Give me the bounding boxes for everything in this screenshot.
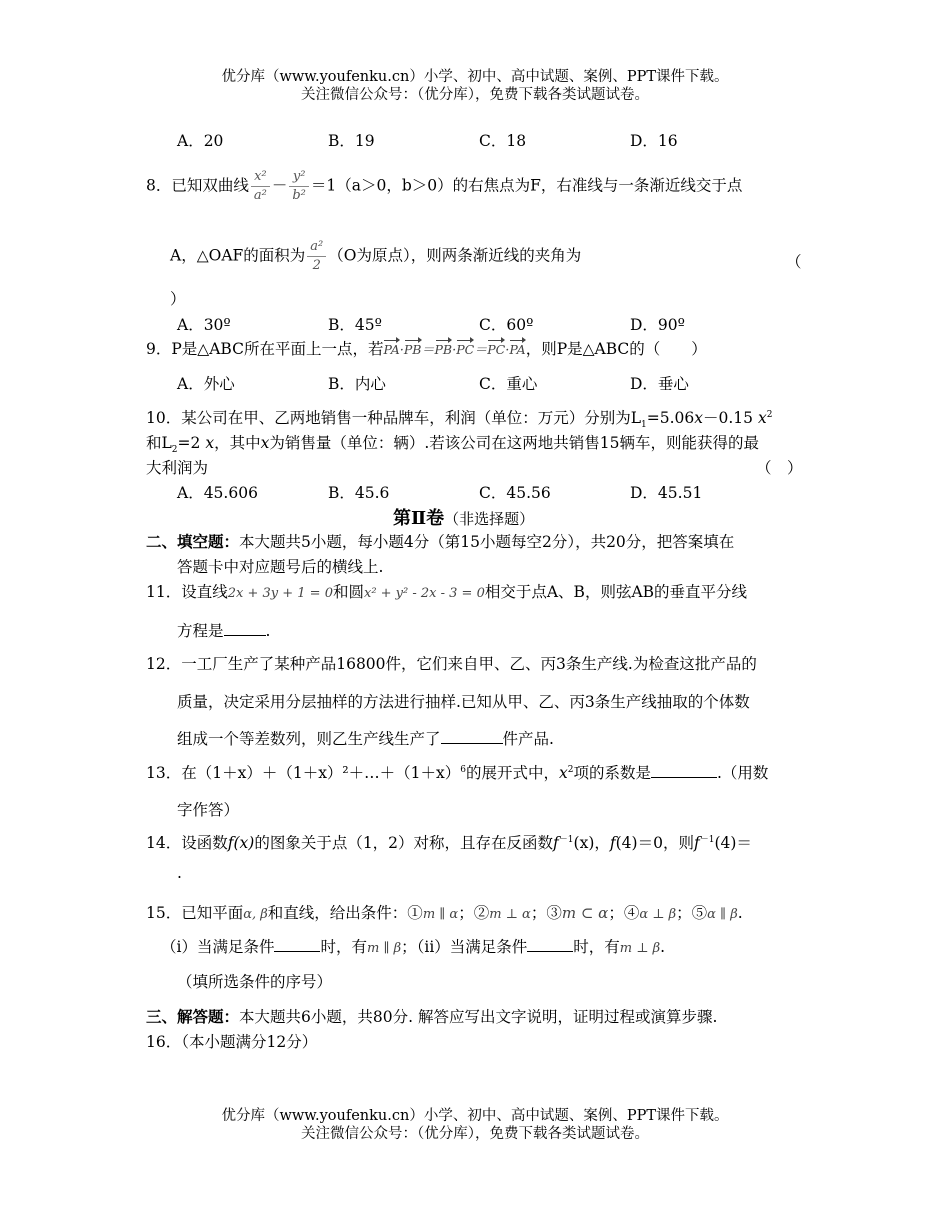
eq-1: ＝ xyxy=(421,343,435,358)
q9-option-a: A．外心 xyxy=(177,375,235,393)
eq-2: ＝ xyxy=(474,343,488,358)
fill-in-heading-line-2: 答题卡中对应题号后的横线上. xyxy=(177,558,384,576)
q14-end-dot: . xyxy=(177,864,182,882)
q8-paren-left: （ xyxy=(786,253,802,271)
q8-option-b: B．45º xyxy=(328,316,382,334)
q7-option-d: D．16 xyxy=(630,132,678,150)
q9-stem-start: 9．P是△ABC所在平面上一点，若 xyxy=(146,340,384,358)
answer-heading: 三、解答题：本大题共6小题，共80分. 解答应写出文字说明，证明过程或演算步骤. xyxy=(146,1007,718,1026)
q16-title: 16．（本小题满分12分） xyxy=(146,1033,318,1051)
q10-option-a: A．45.606 xyxy=(177,484,258,502)
vector-pb-2: PB xyxy=(435,338,453,357)
vector-pc: PC xyxy=(456,338,474,357)
q15-answer-blank-2[interactable] xyxy=(527,937,573,952)
q7-option-a: A．20 xyxy=(177,132,224,150)
q13-answer-blank[interactable] xyxy=(651,763,717,778)
q15-answer-blank-1[interactable] xyxy=(274,937,320,952)
vector-pc-2: PC xyxy=(487,338,505,357)
q8-fraction-y: $\frac{\text{y²}}{\text{b²}}$ xyxy=(289,168,309,205)
q8-minus: － xyxy=(271,176,288,195)
q9-option-b: B．内心 xyxy=(328,375,386,393)
q9-stem-end: ，则P是△ABC的（ ） xyxy=(525,340,707,358)
footer-line-1: 优分库（www.youfenku.cn）小学、初中、高中试题、案例、PPT课件下载。 xyxy=(221,1108,729,1124)
q10-line-1: 10．某公司在甲、乙两地销售一种品牌车，利润（单位：万元）分别为$L_1=5.06x-0.15$ $x^2$ xyxy=(146,409,773,431)
q8-line-2-end: （O为原点），则两条渐近线的夹角为 xyxy=(328,246,582,265)
q14-stem: 14．设函数f(x)的图象关于点（1，2）对称，且存在反函数$f^{-1}(x)$，f(4)＝0，则$f^{-1}(4)=$ xyxy=(146,834,752,852)
q12-line-2: 质量，决定采用分层抽样的方法进行抽样.已知从甲、乙、丙3条生产线抽取的个体数 xyxy=(177,693,750,711)
q9-option-c: C．重心 xyxy=(479,375,538,393)
q10-option-b: B．45.6 xyxy=(328,484,390,502)
q8-option-a: A．30º xyxy=(177,316,231,334)
q15-line-3: （填所选条件的序号） xyxy=(177,973,333,991)
q11-answer-blank[interactable] xyxy=(224,621,266,636)
q8-fraction-x: $\frac{\text{x²}}{\text{a²}}$ xyxy=(251,168,270,205)
q10-option-c: C．45.56 xyxy=(479,484,551,502)
q15-stem: 15．已知平面α, β和直线，给出条件：①m ∥ α；②m ⊥ α；③m ⊂ α；④α ⊥ β；⑤α ∥ β. xyxy=(146,904,743,922)
section-2-title: 第Ⅱ卷（非选择题） xyxy=(393,508,535,529)
vector-pb: PB xyxy=(404,338,422,357)
q12-line-3: 组成一个等差数列，则乙生产线生产了 件产品. xyxy=(177,730,554,748)
q8-line-2 xyxy=(170,238,581,275)
vector-pa: PA xyxy=(383,338,399,357)
q8-fraction-area: $\frac{\text{a²}}{2}$ xyxy=(307,238,326,275)
q11-circle-equation: x² + y² - 2x - 3 = 0 xyxy=(363,586,485,601)
fill-in-heading: 二、填空题：本大题共5小题，每小题4分（第15小题每空2分），共20分，把答案填在 xyxy=(146,532,735,551)
q12-line-1: 12．一工厂生产了某种产品16800件，它们来自甲、乙、丙3条生产线.为检查这批产品的 xyxy=(146,655,757,673)
q7-option-b: B．19 xyxy=(328,132,375,150)
q11-line-equation: 2x + 3y + 1 = 0 xyxy=(227,586,333,601)
q11-stem: 11．设直线2x + 3y + 1 = 0和圆x² + y² - 2x - 3 = 0相交于点A、B，则弦AB的垂直平分线 xyxy=(146,583,748,601)
q8-stem xyxy=(146,168,742,205)
header-line-2: 关注微信公众号：（优分库），免费下载各类试题试卷。 xyxy=(301,87,649,103)
q11-line-2: 方程是 . xyxy=(177,622,271,640)
q9-stem xyxy=(146,337,707,359)
q8-option-c: C．60º xyxy=(479,316,534,334)
q9-option-d: D．垂心 xyxy=(630,375,689,393)
q12-answer-blank[interactable] xyxy=(441,729,503,744)
header-line-1: 优分库（www.youfenku.cn）小学、初中、高中试题、案例、PPT课件下载。 xyxy=(221,69,729,85)
q10-paren: （ ） xyxy=(756,459,803,477)
q8-paren-right: ） xyxy=(170,290,186,308)
dot-3: · xyxy=(505,343,510,358)
q8-line-2-start: A，△OAF的面积为 xyxy=(170,246,306,265)
q13-line-2: 字作答） xyxy=(177,801,240,819)
q10-option-d: D．45.51 xyxy=(630,484,703,502)
q8-stem-start: 8．已知双曲线 xyxy=(146,176,249,195)
q10-line-3: 大利润为 xyxy=(146,459,209,477)
footer-line-2: 关注微信公众号：（优分库），免费下载各类试题试卷。 xyxy=(301,1126,649,1142)
q15-line-2: （i）当满足条件 时，有m ∥ β；（ii）当满足条件 时，有m ⊥ β. xyxy=(161,938,666,956)
vector-pa-2: PA xyxy=(509,338,525,357)
q8-option-d: D．90º xyxy=(630,316,685,334)
q7-option-c: C．18 xyxy=(479,132,527,150)
q8-stem-end: ＝1（a＞0，b＞0）的右焦点为F，右准线与一条渐近线交于点 xyxy=(310,176,743,195)
dot-1: · xyxy=(399,343,404,358)
q10-line-2: 和$L_2=2$ x，其中x为销售量（单位：辆）.若该公司在这两地共销售15辆车，则能获得的最 xyxy=(146,434,759,456)
q13-line-1: 13．在$(1+x)+(1+x)^2+\dots+(1+x)^6$的展开式中，$x^2$项的系数是 .（用数 xyxy=(146,764,769,782)
dot-2: · xyxy=(452,343,457,358)
